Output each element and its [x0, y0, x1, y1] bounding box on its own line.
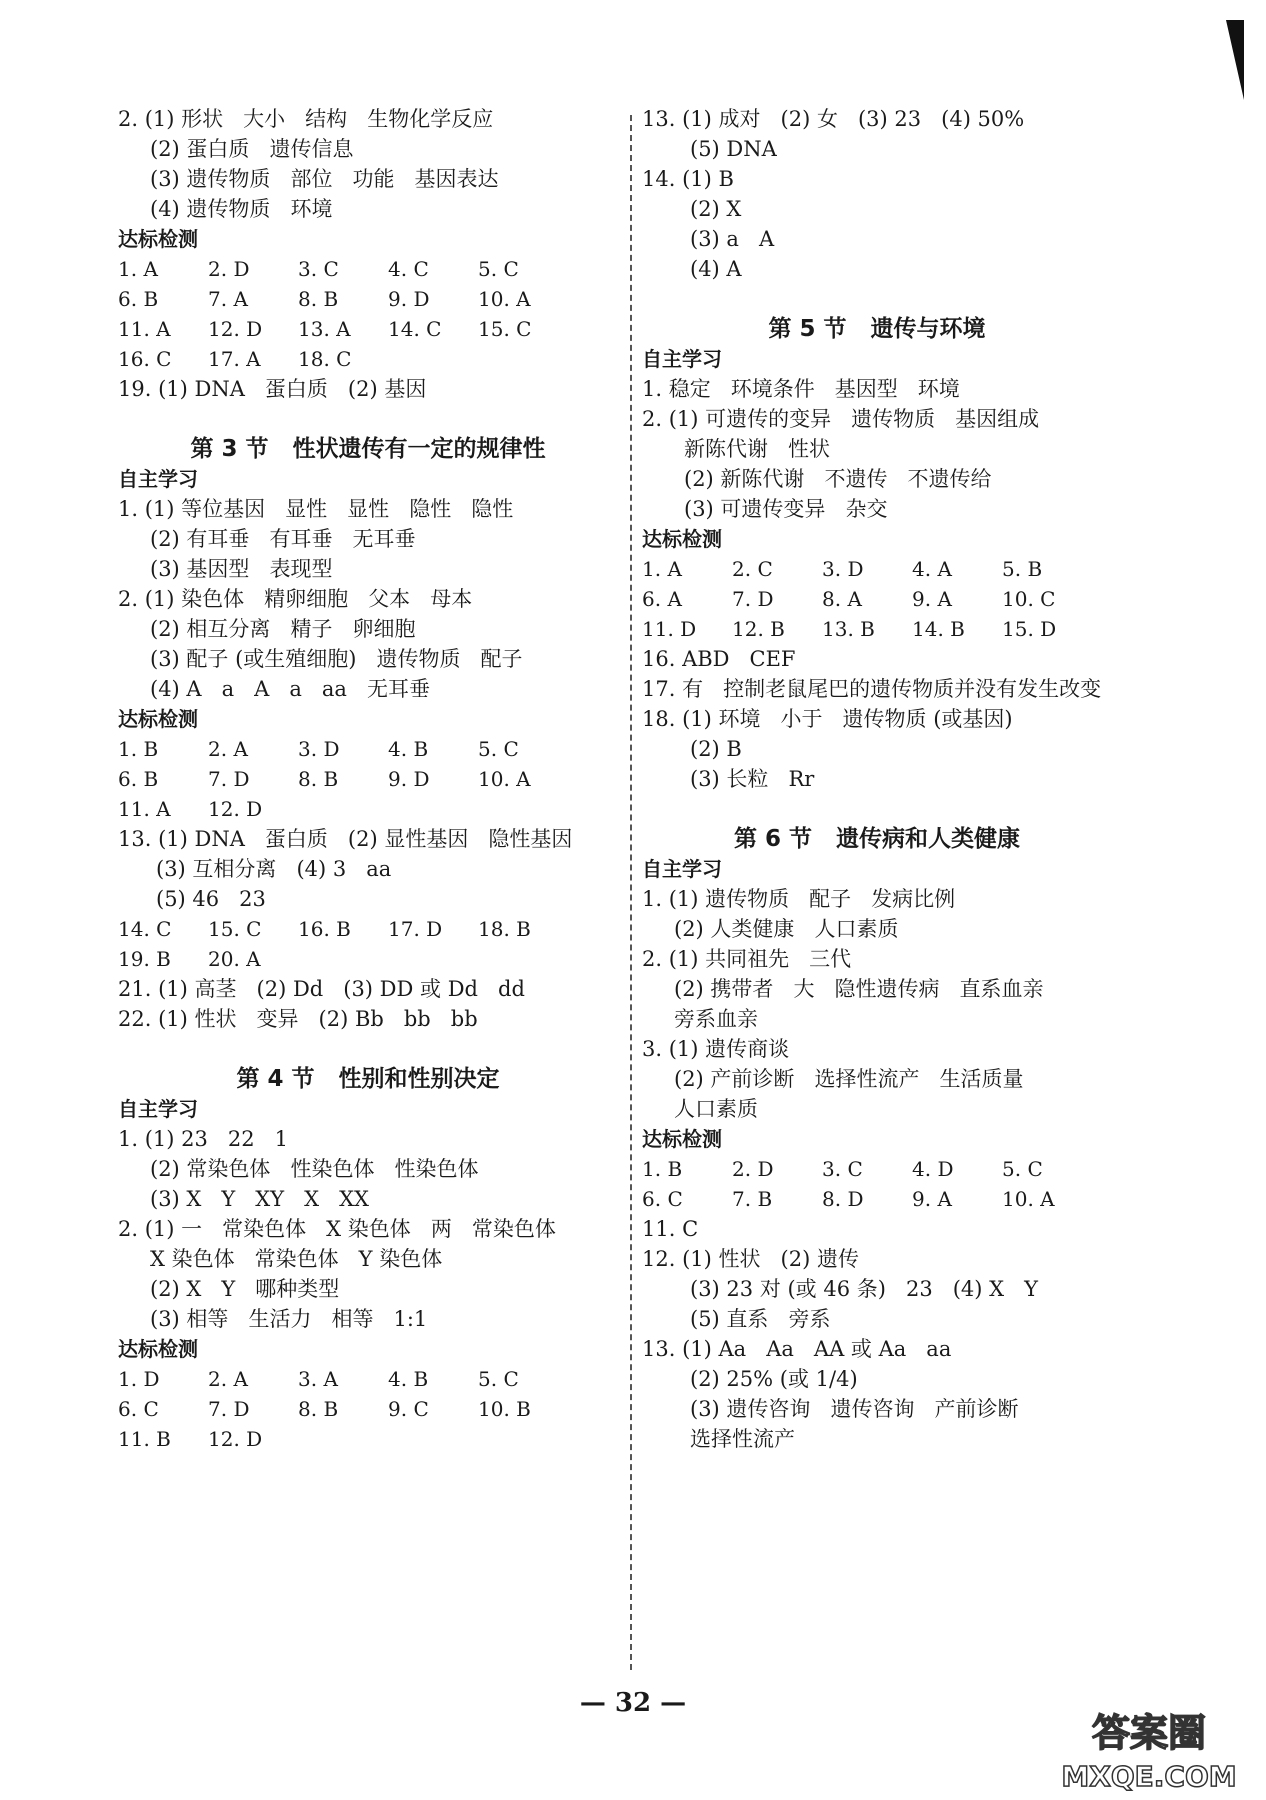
section-heading: 第 6 节 遗传病和人类健康 — [733, 826, 1021, 852]
answer-item: 13. B — [822, 617, 875, 641]
answer-item: 7. A — [208, 287, 248, 311]
answer-line: 14. (1) B — [642, 167, 734, 191]
answer-item: 10. A — [1002, 1187, 1055, 1211]
answer-line: 12. (1) 性状 (2) 遗传 — [642, 1247, 859, 1271]
answer-line: 13. (1) Aa Aa AA 或 Aa aa — [642, 1337, 952, 1361]
answer-item: 7. D — [208, 767, 250, 791]
answer-item: 4. D — [912, 1157, 954, 1181]
answer-item: 15. C — [208, 917, 262, 941]
answer-item: 5. B — [1002, 557, 1043, 581]
answer-line: 2. (1) 可遗传的变异 遗传物质 基因组成 — [642, 407, 1040, 431]
subsection-heading: 自主学习 — [118, 467, 198, 491]
answer-line: (3) 长粒 Rr — [690, 767, 815, 791]
answer-item: 8. D — [822, 1187, 864, 1211]
answer-line: (2) 蛋白质 遗传信息 — [150, 137, 354, 161]
answer-item: 4. B — [388, 737, 429, 761]
subsection-heading: 达标检测 — [118, 227, 198, 251]
answer-line: 13. (1) DNA 蛋白质 (2) 显性基因 隐性基因 — [118, 827, 573, 851]
answer-item: 12. D — [208, 1427, 263, 1451]
answer-item: 10. B — [478, 1397, 531, 1421]
answer-item: 10. C — [1002, 587, 1056, 611]
answer-item: 2. A — [208, 737, 248, 761]
answer-item: 3. A — [298, 1367, 338, 1391]
answer-item: 1. B — [118, 737, 159, 761]
section-heading: 第 5 节 遗传与环境 — [768, 316, 986, 342]
answer-item: 1. A — [642, 557, 682, 581]
answer-item: 8. B — [298, 287, 339, 311]
answer-line: (2) 有耳垂 有耳垂 无耳垂 — [150, 527, 416, 551]
answer-item: 11. A — [118, 797, 171, 821]
answer-item: 14. C — [388, 317, 442, 341]
answer-line: (3) 互相分离 (4) 3 aa — [156, 857, 392, 881]
answer-item: 8. B — [298, 1397, 339, 1421]
watermark-text-cn: 答案圈 — [1091, 1711, 1207, 1755]
answer-line: (3) 遗传物质 部位 功能 基因表达 — [150, 167, 499, 191]
subsection-heading: 自主学习 — [642, 857, 722, 881]
answer-item: 9. C — [388, 1397, 429, 1421]
answer-item: 6. C — [118, 1397, 159, 1421]
subsection-heading: 自主学习 — [642, 347, 722, 371]
answer-line: 选择性流产 — [690, 1427, 795, 1451]
answer-item: 8. B — [298, 767, 339, 791]
answer-line: 13. (1) 成对 (2) 女 (3) 23 (4) 50% — [642, 107, 1025, 131]
answer-line: (5) 46 23 — [156, 887, 266, 911]
answer-item: 2. D — [732, 1157, 774, 1181]
answer-item: 7. D — [208, 1397, 250, 1421]
answer-line: 1. (1) 遗传物质 配子 发病比例 — [642, 887, 956, 911]
answer-line: 2. (1) 一 常染色体 X 染色体 两 常染色体 — [118, 1217, 556, 1241]
page-number: — 32 — — [579, 1688, 687, 1718]
answer-line: (2) 常染色体 性染色体 性染色体 — [150, 1157, 479, 1181]
answer-line: (5) DNA — [690, 137, 777, 161]
answer-item: 5. C — [478, 1367, 519, 1391]
answer-line: X 染色体 常染色体 Y 染色体 — [150, 1247, 443, 1271]
answer-line: 2. (1) 形状 大小 结构 生物化学反应 — [118, 107, 494, 131]
subsection-heading: 达标检测 — [118, 1337, 198, 1361]
answer-line: 3. (1) 遗传商谈 — [642, 1037, 790, 1061]
answer-item: 12. B — [732, 617, 785, 641]
subsection-heading: 自主学习 — [118, 1097, 198, 1121]
answer-item: 6. B — [118, 767, 159, 791]
answer-item: 2. C — [732, 557, 773, 581]
answer-item: 18. B — [478, 917, 531, 941]
answer-item: 4. C — [388, 257, 429, 281]
answer-item: 10. A — [478, 287, 531, 311]
answer-item: 10. A — [478, 767, 531, 791]
answer-item: 20. A — [208, 947, 261, 971]
answer-item: 14. B — [912, 617, 965, 641]
answer-line: (2) 25% (或 1/4) — [690, 1367, 858, 1391]
answer-line: (4) A — [690, 257, 742, 281]
answer-item: 9. A — [912, 587, 952, 611]
answer-line: 2. (1) 共同祖先 三代 — [642, 947, 852, 971]
answer-item: 12. D — [208, 317, 263, 341]
answer-item: 3. D — [298, 737, 340, 761]
answer-line: (2) 新陈代谢 不遗传 不遗传给 — [684, 467, 992, 491]
answer-item: 5. C — [1002, 1157, 1043, 1181]
answer-item: 4. A — [912, 557, 952, 581]
watermark-logo — [1044, 1704, 1254, 1794]
answer-item: 3. D — [822, 557, 864, 581]
answer-line: (2) 相互分离 精子 卵细胞 — [150, 617, 416, 641]
answer-item: 3. C — [298, 257, 339, 281]
answer-line: 19. (1) DNA 蛋白质 (2) 基因 — [118, 377, 427, 401]
answer-line: 1. (1) 等位基因 显性 显性 隐性 隐性 — [118, 497, 514, 521]
answer-item: 1. A — [118, 257, 158, 281]
answer-item: 16. C — [118, 347, 172, 371]
answer-line: 17. 有 控制老鼠尾巴的遗传物质并没有发生改变 — [642, 677, 1102, 701]
answer-line: 1. 稳定 环境条件 基因型 环境 — [642, 377, 960, 401]
answer-line: (2) X Y 哪种类型 — [150, 1277, 340, 1301]
answer-line: 22. (1) 性状 变异 (2) Bb bb bb — [118, 1007, 478, 1031]
answer-item: 18. C — [298, 347, 352, 371]
answer-item: 5. C — [478, 737, 519, 761]
answer-item: 13. A — [298, 317, 351, 341]
answer-line: (3) 遗传咨询 遗传咨询 产前诊断 — [690, 1397, 1019, 1421]
section-heading: 第 4 节 性别和性别决定 — [236, 1066, 500, 1092]
subsection-heading: 达标检测 — [642, 527, 722, 551]
answer-line: 1. (1) 23 22 1 — [118, 1127, 288, 1151]
watermark-text-en: MXQE.COM — [1061, 1760, 1237, 1793]
answer-line: 旁系血亲 — [674, 1007, 758, 1031]
answer-line: (3) 23 对 (或 46 条) 23 (4) X Y — [690, 1277, 1038, 1301]
corner-mark-icon — [1224, 20, 1246, 100]
section-heading: 第 3 节 性状遗传有一定的规律性 — [190, 436, 546, 462]
answer-item: 2. D — [208, 257, 250, 281]
answer-item: 6. C — [642, 1187, 683, 1211]
answer-line: (2) 产前诊断 选择性流产 生活质量 — [674, 1067, 1024, 1091]
answer-line: (2) 携带者 大 隐性遗传病 直系血亲 — [674, 977, 1044, 1001]
answer-item: 11. A — [118, 317, 171, 341]
answer-item: 6. A — [642, 587, 682, 611]
answer-line: (4) A a A a aa 无耳垂 — [150, 677, 430, 701]
answer-item: 14. C — [118, 917, 172, 941]
answer-line: (4) 遗传物质 环境 — [150, 197, 333, 221]
answer-item: 7. B — [732, 1187, 773, 1211]
answer-item: 15. C — [478, 317, 532, 341]
answer-line: (3) 配子 (或生殖细胞) 遗传物质 配子 — [150, 647, 523, 671]
answer-line: (3) 相等 生活力 相等 1:1 — [150, 1307, 428, 1331]
subsection-heading: 达标检测 — [118, 707, 198, 731]
answer-item: 5. C — [478, 257, 519, 281]
answer-item: 2. A — [208, 1367, 248, 1391]
answer-line: (5) 直系 旁系 — [690, 1307, 831, 1331]
answer-line: 11. C — [642, 1217, 699, 1241]
answer-line: (2) 人类健康 人口素质 — [674, 917, 899, 941]
answer-item: 17. D — [388, 917, 443, 941]
answer-item: 1. B — [642, 1157, 683, 1181]
answer-line: 2. (1) 染色体 精卵细胞 父本 母本 — [118, 587, 473, 611]
answer-item: 1. D — [118, 1367, 160, 1391]
answer-line: (2) X — [690, 197, 742, 221]
answer-line: (3) 基因型 表现型 — [150, 557, 333, 581]
answer-item: 8. A — [822, 587, 862, 611]
answer-item: 9. A — [912, 1187, 952, 1211]
answer-item: 12. D — [208, 797, 263, 821]
answer-line: (3) a A — [690, 227, 775, 251]
answer-item: 3. C — [822, 1157, 863, 1181]
answer-line: 21. (1) 高茎 (2) Dd (3) DD 或 Dd dd — [118, 977, 525, 1001]
answer-line: (2) B — [690, 737, 742, 761]
column-divider — [630, 115, 632, 1670]
answer-line: 18. (1) 环境 小于 遗传物质 (或基因) — [642, 707, 1013, 731]
answer-line: 新陈代谢 性状 — [684, 437, 831, 461]
answer-item: 19. B — [118, 947, 171, 971]
answer-item: 16. B — [298, 917, 351, 941]
answer-line: (3) 可遗传变异 杂交 — [684, 497, 888, 521]
answer-item: 9. D — [388, 767, 430, 791]
answer-item: 11. B — [118, 1427, 171, 1451]
answer-line: 人口素质 — [674, 1097, 758, 1121]
answer-line: (3) X Y XY X XX — [150, 1187, 370, 1211]
answer-item: 7. D — [732, 587, 774, 611]
answer-item: 6. B — [118, 287, 159, 311]
answer-item: 9. D — [388, 287, 430, 311]
answer-line: 16. ABD CEF — [642, 647, 796, 671]
subsection-heading: 达标检测 — [642, 1127, 722, 1151]
answer-item: 17. A — [208, 347, 261, 371]
answer-item: 4. B — [388, 1367, 429, 1391]
answer-item: 11. D — [642, 617, 697, 641]
answer-item: 15. D — [1002, 617, 1057, 641]
